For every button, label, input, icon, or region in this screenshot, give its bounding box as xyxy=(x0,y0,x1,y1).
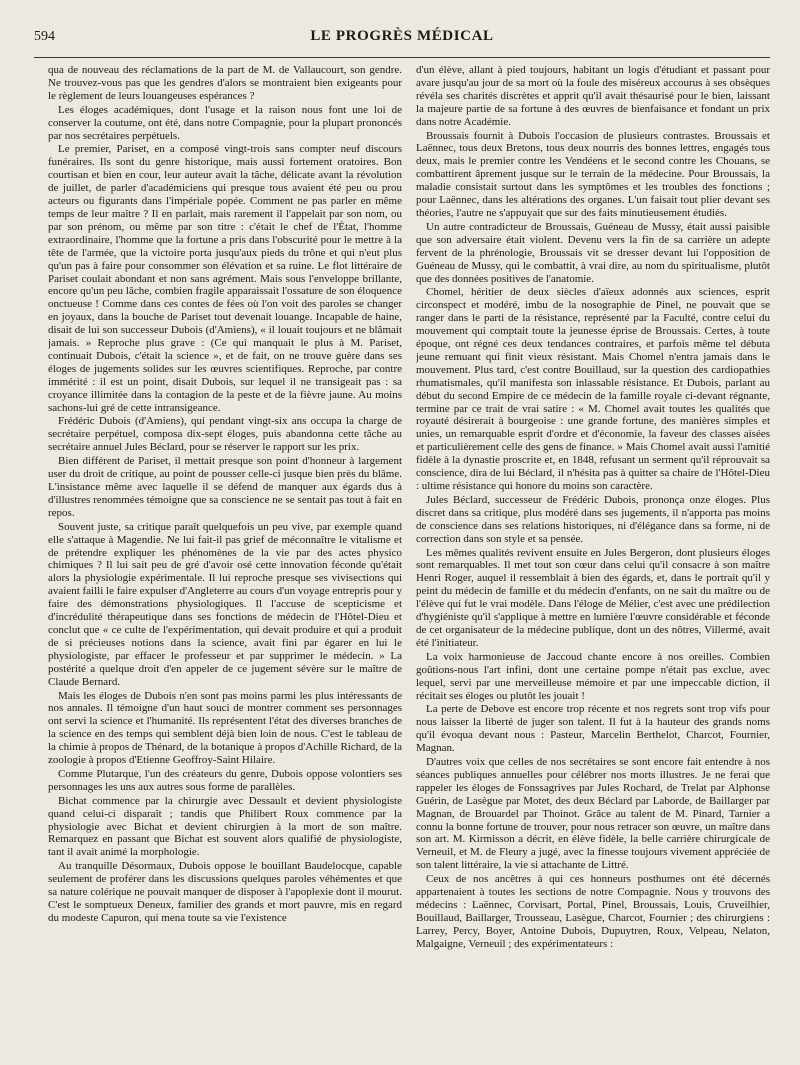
page-header xyxy=(34,28,770,50)
paragraph: Frédéric Dubois (d'Amiens), qui pendant vingt-six ans occupa la charge de secrétaire perpétuel, composa dix-sept éloges, puis abandonna cette tâche au secrétaire annuel Jules Béclard, pour se réserver le rapport sur les prix. xyxy=(48,415,402,454)
running-title: LE PROGRÈS MÉDICAL xyxy=(310,28,494,44)
paragraph: Chomel, héritier de deux siècles d'aïeux adonnés aux sciences, esprit circonspect et modéré, imbu de la nosographie de Pinel, ne pouvait que se ranger dans le parti de la résistance, représenté par la Faculté, contre celui du mouvement qui comptait toute la jeunesse éprise de Broussais. Certes, à toute époque, ont régné ces deux tendances contraires, et parfois même tel débuta jeune remuant qui finit vieux résistant. Mais Chomel n'entra jamais dans le mouvement. Plus tard, c'est contre Bouillaud, sur la question des cardiopathies rhumatismales, qu'il manifesta son inlassable résistance. Et Dubois, parlant au début du second Empire de ce médecin de la famille royale ci-devant régnante, termine par ce trait de vrai satire : « M. Chomel avait toutes les qualités que royauté désirerait à bourgeoise : une grande fortune, des manières simples et unies, un remarquable esprit d'ordre et d'économie, la faveur des classes aisées et particulièrement celle des gens de finance. » Mais Chomel avait aussi l'amitié fidèle à la dynastie proscrite et, en 1848, refusant un serment qu'il réprouvait sa conscience, dira de lui Béclard, il n'hésita pas à quitter sa chaire de l'Hôtel-Dieu : ultime résistance qui honore du moins son caractère. xyxy=(416,286,770,492)
paragraph: Un autre contradicteur de Broussais, Guéneau de Mussy, était aussi paisible que son adversaire était violent. Devenu vers la fin de sa carrière un adepte fervent de la phrénologie, Broussais vit se dresser devant lui l'opposition de Guéneau de Mussy, qui le combattit, à vrai dire, au nom du spiritualisme, plutôt que des données positives de l'anatomie. xyxy=(416,220,770,285)
paragraph: Les mêmes qualités revivent ensuite en Jules Bergeron, dont plusieurs éloges sont remarquables. Il met tout son cœur dans celui qu'il consacre à son maître Henri Roger, auquel il ressemblait à bien des égards, et, dans le portrait qu'il y peint du médecin de famille et du médecin d'enfants, on ne sait du maître ou de l'élève qui fut le vrai modèle. Dans l'éloge de Mélier, c'est avec une prédilection d'hygiéniste qu'il s'applique à mettre en lumière l'œuvre considérable et féconde de cet organisateur de la médecine publique, dont un des nôtres, Villermé, avait été l'initiateur. xyxy=(416,546,770,649)
paragraph: Bichat commence par la chirurgie avec Dessault et devient physiologiste quand celui-ci disparaît ; tandis que Philibert Roux commence par la physiologie avec Bichat et devient chirurgien à la mort de son maître. Remarquez en passant que Bichat est souvent alors qualifié de physiologiste, tant il avait animé la morphologie. xyxy=(48,794,402,859)
paragraph: Jules Béclard, successeur de Frédéric Dubois, prononça onze éloges. Plus discret dans sa critique, plus modéré dans ses jugements, il n'apporta pas moins de conscience dans ses relations historiques, ni d'élégance dans sa forme, ni de correction dans son style et sa pensée. xyxy=(416,493,770,545)
page-number: 594 xyxy=(34,29,55,44)
paragraph: Mais les éloges de Dubois n'en sont pas moins parmi les plus intéressants de nos annales. Il témoigne d'un haut souci de montrer comment ses personnages ont servi la science et l'humanité. Ils représentent l'état des diverses branches de la science en des temps qui semblent déjà bien loin de nous. C'est le tableau de la chimie à propos de Thénard, de la botanique à propos d'Achille Richard, de la zoologie à propos d'Etienne Geoffroy-Saint Hilaire. xyxy=(48,689,402,767)
paragraph: Les éloges académiques, dont l'usage et la raison nous font une loi de conserver la coutume, ont été, dans notre Compagnie, pour la plupart prononcés par nos secrétaires perpétuels. xyxy=(48,103,402,142)
paragraph: d'un élève, allant à pied toujours, habitant un logis d'étudiant et passant pour avare jusqu'au jour de sa mort où la foule des miséreux accourus à ses obsèques révéla ses charités discrètes et apprit qu'il avait thésaurisé pour le bien, laissant la majeure partie de sa fortune à des œuvres de bienfaisance et fondant un prix dans notre Académie. xyxy=(416,64,770,128)
paragraph: qua de nouveau des réclamations de la part de M. de Vallaucourt, son gendre. Ne trouvez-vous pas que les gendres d'alors se montraient bien exigeants pour le règlement de leurs louangeuses espérances ? xyxy=(48,64,402,102)
paragraph: D'autres voix que celles de nos secrétaires se sont encore fait entendre à nos séances publiques annuelles pour célébrer nos morts illustres. Je ne ferai que rappeler les éloges de Fonssagrives par Jules Rochard, de Trelat par Alphonse Guérin, de Lasègue par Motet, des deux Béclard par Laborde, de Baillarger par Magnan, de Brouardel par Thoinot. Grâce au talent de M. Pinard, Tarnier a connu la bonne fortune de trouver, pour nous retracer son œuvre, un maître dans son art. M. Kirmisson a décrit, en élève fidèle, la belle carrière chirurgicale de Verneuil, et M. de Fleury a jugé, avec la finesse toujours vivement appréciée de son talent littéraire, la vie si attachante de Littré. xyxy=(416,756,770,872)
paragraph: La voix harmonieuse de Jaccoud chante encore à nos oreilles. Combien goûtions-nous l'art infini, dont une certaine pompe n'était pas exclue, avec lequel, servi par une merveilleuse mémoire et par une impeccable diction, il récitait ses éloges ou plutôt les jouait ! xyxy=(416,650,770,702)
paragraph: Souvent juste, sa critique paraît quelquefois un peu vive, par exemple quand elle s'attaque à Magendie. Ne lui fait-il pas grief de méconnaître le vitalisme et de prétendre expliquer les phénomènes de la vie par des actes physico chimiques ? Il lui sait peu de gré d'avoir osé cette innovation féconde qu'était alors la physiologie expérimentale. Il lui reproche presque ses vivisections qui avaient failli le faire expulser d'Angleterre au cours d'un voyage entrepris pour y faire des démonstrations physiologiques. Il l'accuse de scepticisme et d'incrédulité thérapeutique dans ses fonctions de médecin de l'Hôtel-Dieu et conclut que « ce culte de l'expérimentation, qui devait produire et qui a produit de si précieuses notions dans la science, avait fini par égarer en lui le physiologiste, par effacer le professeur et par supprimer le médecin. » La postérité a quelque droit d'en appeler de ce jugement sévère sur le maître de Claude Bernard. xyxy=(48,520,402,688)
paragraph: Au tranquille Désormaux, Dubois oppose le bouillant Baudelocque, capable seulement de proférer dans les discussions quelques paroles véhémentes et que sa nature colérique ne pouvait manquer de disposer à l'apoplexie dont il mourut. C'est le somptueux Deneux, familier des grands et mort pauvre, mis en regard du modeste Capuron, qui mena toute sa vie l'existence xyxy=(48,860,402,924)
paragraph: Le premier, Pariset, en a composé vingt-trois sans compter neuf discours funéraires. Ils sont du genre historique, mais aussi fortement oratoires. Bon courtisan et bien en cour, leur auteur avait la tâche, délicate avant la révolution de juillet, de parler d'académiciens qui presque tous avaient été peu ou prou acteurs ou figurants dans l'impériale popée. Comment ne pas parler en même temps de leur maître ? Il en parlait, mais rarement il l'appelait par son nom, ou par son prénom, ou même par son titre : c'était le chef de l'État, l'homme extraordinaire, l'homme que la fortune a pris dans l'obscurité pour le mettre à la tête de l'armée, que la victoire porta jusqu'aux pieds du trône et qui n'eut plus qu'un pas à faire pour consommer son élévation et sa ruine. Le flot littéraire de Pariset coulait abondant et non sans agrément. Mais sous l'enveloppe brillante, encore qu'un peu lâche, combien fragile apparaissait l'ossature de son éloquence onctueuse ! Comme dans ces contes de fées où l'on voit des paroles se changer en joyaux, dans la bouche de Pariset tout devenait louange. Incapable de haine, disait de lui son successeur Dubois (d'Amiens), « il louait toujours et ne blâmait jamais. » Reproche plus grave : (Ce qui manquait le plus à M. Pariset, continuait Dubois, c'était la science », et de fait, on ne trouve guère dans ses éloges de jugements solides sur les œuvres scientifiques. Reproche, par contre immérité : il est un point, disait Dubois, sur lequel il ne transigeait pas : sa croyance illimitée dans la contagion de la peste et de la fièvre jaune. Au moins sachons-lui gré de cette intransigeance. xyxy=(48,143,402,414)
paragraph: Bien différent de Pariset, il mettait presque son point d'honneur à largement user du droit de critique, au point de pousser celle-ci jusque bien près du blâme. L'insistance même avec laquelle il se défend de manquer aux égards dus à d'illustres renommées témoigne que sa conscience ne se sentait pas tout à fait en repos. xyxy=(48,455,402,519)
right-column xyxy=(416,64,770,1057)
paragraph: Comme Plutarque, l'un des créateurs du genre, Dubois oppose volontiers ses personnages les uns aux autres sous forme de parallèles. xyxy=(48,767,402,793)
paragraph: Broussais fournit à Dubois l'occasion de plusieurs contrastes. Broussais et Laënnec, tous deux Bretons, tous deux nourris des bonnes lettres, engagés tous deux, mais le premier contre les Vendéens et le second contre les Chouans, se combattirent âprement jusque sur le terrain de la médecine. Pour Broussais, la maladie consistait surtout dans les symptômes et les troubles des fonctions ; pour Laënnec, dans les altérations des organes. L'un faisait tout plier devant ses théories, l'autre ne s'appuyait que sur des faits minutieusement étudiés. xyxy=(416,129,770,219)
text-columns xyxy=(48,64,770,1057)
paragraph: La perte de Debove est encore trop récente et nos regrets sont trop vifs pour nous laisser la liberté de juger son talent. Il fut à la hauteur des grands noms qu'il évoqua devant nous : Pasteur, Marcelin Berthelot, Charcot, Fournier, Magnan. xyxy=(416,703,770,755)
paragraph: Ceux de nos ancêtres à qui ces honneurs posthumes ont été décernés appartenaient à toutes les sections de notre Compagnie. Nous y trouvons des médecins : Laënnec, Corvisart, Portal, Pinel, Broussais, Louis, Cruveilhier, Bouillaud, Baillarger, Trousseau, Lasègue, Charcot, Fournier ; des chirurgiens : Larrey, Percy, Boyer, Antoine Dubois, Dupuytren, Roux, Velpeau, Nelaton, Malgaigne, Verneuil ; des expérimentateurs : xyxy=(416,873,770,950)
header-rule xyxy=(34,57,770,58)
left-column xyxy=(48,64,402,1057)
